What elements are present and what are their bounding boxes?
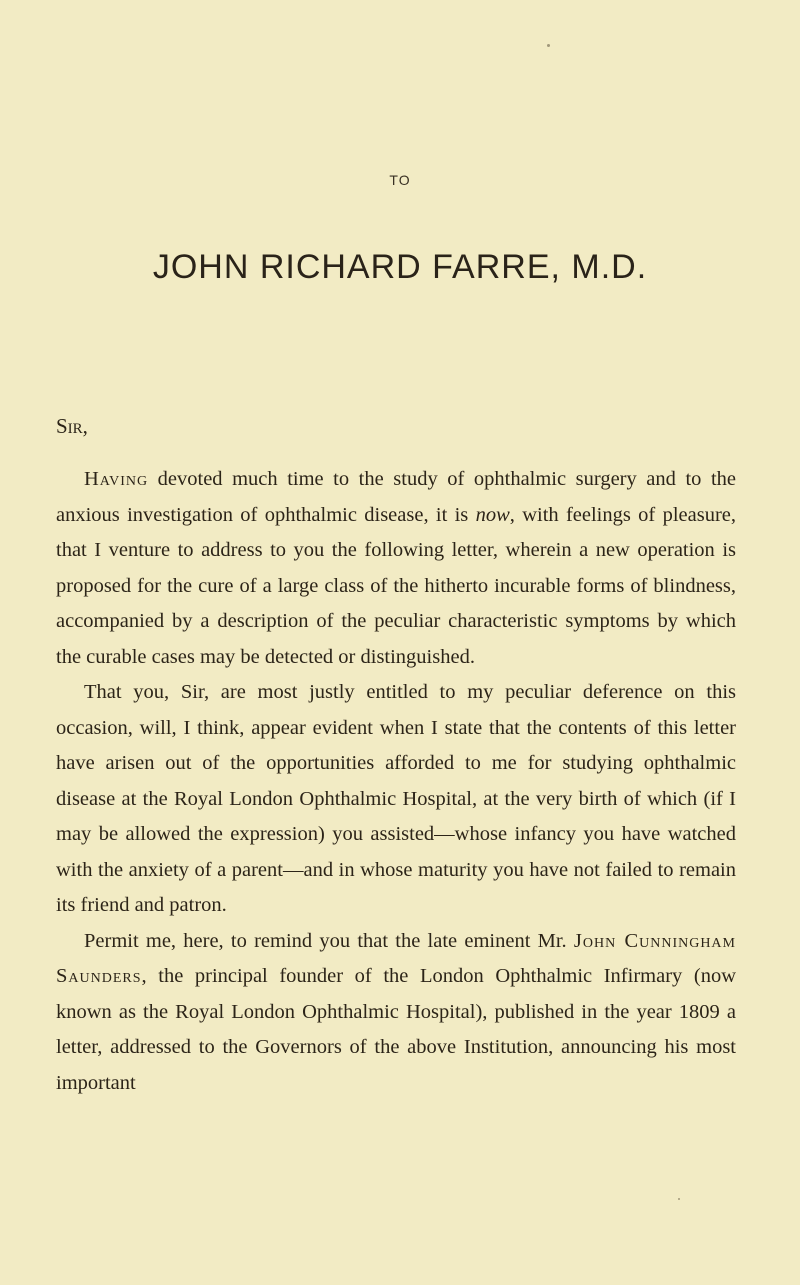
paragraph-text: devoted much time to the study of ophthalmic surgery and to the anxious investigation of ophthalmic disease, it is xyxy=(56,468,736,526)
paragraph-text: , the principal founder of the London Ophthalmic Infirmary (now known as the Royal London Ophthalmic Hospital), published in the year 1809 a letter, addressed to the Governors of the above Institution, announcing his most important xyxy=(56,965,736,1094)
dedication-to-label: TO xyxy=(389,172,411,188)
paragraph-lead-word: Having xyxy=(84,468,149,490)
emphasis-word: now xyxy=(475,503,510,526)
letter-body xyxy=(56,462,736,1101)
paragraph-2: That you, Sir, are most justly entitled to my peculiar deference on this occasion, will, I think, appear evident when I state that the contents of this letter have arisen out of the opportunities afforded to me for studying ophthalmic disease at the Royal London Ophthalmic Hospital, at the very birth of which (if I may be allowed the expression) you assisted—whose infancy you have watched with the anxiety of a parent—and in whose maturity you have not failed to remain its friend and patron. xyxy=(56,681,736,916)
paragraph-text: Permit me, here, to remind you that the late eminent Mr. xyxy=(84,929,574,952)
person-name: John Cunningham Saunders xyxy=(56,929,736,987)
paragraph-text: , with feelings of pleasure, that I venture to address to you the following letter, wherein a new operation is proposed for the cure of a large class of the hitherto incurable forms of blindness, accompanied by a description of the peculiar characteristic symptoms by which the curable cases may be detected or distinguished. xyxy=(56,503,736,668)
salutation: Sir, xyxy=(56,414,88,438)
page-speck xyxy=(547,44,550,47)
dedicatee-name: JOHN RICHARD FARRE, M.D. xyxy=(152,248,648,286)
paragraph-3 xyxy=(56,924,736,1102)
paragraph-1 xyxy=(56,462,736,675)
page-speck xyxy=(678,1198,680,1200)
